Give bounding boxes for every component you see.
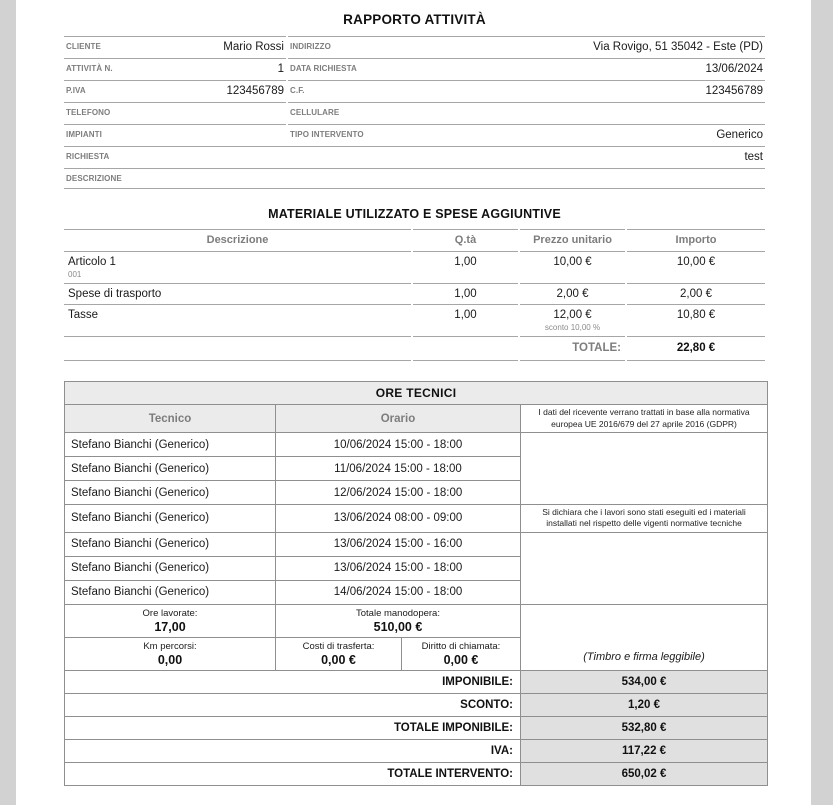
attivita-n-value: 1 xyxy=(277,63,284,75)
ore-lavorate-label: Ore lavorate: xyxy=(142,607,198,619)
cellulare-label: CELLULARE xyxy=(290,108,340,117)
tipo-intervento-value: Generico xyxy=(716,129,763,141)
material-row xyxy=(64,304,765,336)
col-header-prezzo-unitario: Prezzo unitario xyxy=(520,229,625,251)
richiesta-value: test xyxy=(744,151,763,163)
technician-schedule: 14/06/2024 15:00 - 18:00 xyxy=(276,580,521,604)
technician-name: Stefano Bianchi (Generico) xyxy=(65,532,276,556)
col-header-descrizione: Descrizione xyxy=(64,229,411,251)
impianti-label: IMPIANTI xyxy=(66,130,102,139)
indirizzo-label: INDIRIZZO xyxy=(290,42,331,51)
technician-name: Stefano Bianchi (Generico) xyxy=(65,481,276,505)
technician-row xyxy=(65,433,768,457)
cf-value: 123456789 xyxy=(705,85,763,97)
technician-schedule: 10/06/2024 15:00 - 18:00 xyxy=(276,433,521,457)
material-qty: 1,00 xyxy=(413,251,518,283)
material-unit-price: 12,00 € xyxy=(553,309,592,321)
indirizzo-value: Via Rovigo, 51 35042 - Este (PD) xyxy=(593,41,763,53)
col-header-importo: Importo xyxy=(627,229,765,251)
gdpr-note: I dati del ricevente verrano trattati in base alla normativa europea UE 2016/679 del 27 aprile 2016 (GDPR) xyxy=(521,405,768,433)
material-amount: 2,00 € xyxy=(627,283,765,304)
material-description: Articolo 1 xyxy=(68,256,116,268)
cliente-value: Mario Rossi xyxy=(223,41,284,53)
technician-name: Stefano Bianchi (Generico) xyxy=(65,505,276,533)
cf-label: C.F. xyxy=(290,86,305,95)
materials-total-label: TOTALE: xyxy=(520,336,625,361)
info-row-piva xyxy=(64,80,765,102)
iva-label: IVA: xyxy=(65,739,521,762)
totale-intervento-value: 650,02 € xyxy=(521,762,768,785)
summary-row-1 xyxy=(65,604,768,637)
material-row xyxy=(64,283,765,304)
richiesta-label: RICHIESTA xyxy=(66,152,110,161)
info-row-impianti xyxy=(64,124,765,146)
material-amount: 10,00 € xyxy=(627,251,765,283)
costi-trasferta-value: 0,00 € xyxy=(321,652,356,667)
technicians-title: ORE TECNICI xyxy=(65,382,768,405)
info-row-descrizione xyxy=(64,168,765,189)
empty-cell xyxy=(521,532,768,604)
technicians-table xyxy=(64,381,768,786)
iva-value: 117,22 € xyxy=(521,739,768,762)
total-row-sconto xyxy=(65,693,768,716)
material-amount: 10,80 € xyxy=(627,304,765,336)
material-code: 001 xyxy=(68,270,82,279)
sconto-label: SCONTO: xyxy=(65,693,521,716)
piva-label: P.IVA xyxy=(66,86,86,95)
imponibile-label: IMPONIBILE: xyxy=(65,670,521,693)
signature-note: (Timbro e firma leggibile) xyxy=(521,604,768,670)
material-row xyxy=(64,251,765,283)
materials-title: MATERIALE UTILIZZATO E SPESE AGGIUNTIVE xyxy=(268,207,561,221)
material-discount-note: sconto 10,00 % xyxy=(544,323,601,332)
ore-lavorate-value: 17,00 xyxy=(154,619,186,634)
tipo-intervento-label: TIPO INTERVENTO xyxy=(290,130,364,139)
material-description: Tasse xyxy=(64,304,411,336)
technician-name: Stefano Bianchi (Generico) xyxy=(65,556,276,580)
material-qty: 1,00 xyxy=(413,304,518,336)
totale-manodopera-label: Totale manodopera: xyxy=(356,607,440,619)
km-percorsi-label: Km percorsi: xyxy=(143,640,197,652)
technician-row xyxy=(65,505,768,533)
totale-intervento-label: TOTALE INTERVENTO: xyxy=(65,762,521,785)
material-description: Spese di trasporto xyxy=(64,283,411,304)
telefono-label: TELEFONO xyxy=(66,108,111,117)
cliente-label: CLIENTE xyxy=(66,42,101,51)
material-qty: 1,00 xyxy=(413,283,518,304)
col-header-qta: Q.tà xyxy=(413,229,518,251)
info-row-richiesta xyxy=(64,146,765,168)
totale-manodopera-value: 510,00 € xyxy=(373,619,423,634)
descrizione-label: DESCRIZIONE xyxy=(66,174,122,183)
report-title: RAPPORTO ATTIVITÀ xyxy=(343,12,486,27)
totale-imponibile-value: 532,80 € xyxy=(521,716,768,739)
materials-total-value: 22,80 € xyxy=(627,336,765,361)
technician-name: Stefano Bianchi (Generico) xyxy=(65,580,276,604)
technician-schedule: 11/06/2024 15:00 - 18:00 xyxy=(276,457,521,481)
total-row-totale-imponibile xyxy=(65,716,768,739)
material-unit-price: 10,00 € xyxy=(520,251,625,283)
empty-cell xyxy=(521,433,768,505)
technician-name: Stefano Bianchi (Generico) xyxy=(65,433,276,457)
technician-name: Stefano Bianchi (Generico) xyxy=(65,457,276,481)
total-row-iva xyxy=(65,739,768,762)
total-row-totale-intervento xyxy=(65,762,768,785)
info-row-attivita xyxy=(64,58,765,80)
materials-header-row xyxy=(64,229,765,251)
materials-table xyxy=(64,229,765,361)
technician-schedule: 13/06/2024 15:00 - 16:00 xyxy=(276,532,521,556)
col-header-orario: Orario xyxy=(276,405,521,433)
report-page xyxy=(16,0,811,805)
diritto-chiamata-label: Diritto di chiamata: xyxy=(421,640,501,652)
material-unit-price: 2,00 € xyxy=(520,283,625,304)
costi-trasferta-label: Costi di trasferta: xyxy=(302,640,375,652)
info-row-telefono xyxy=(64,102,765,124)
km-percorsi-value: 0,00 xyxy=(157,652,183,667)
imponibile-value: 534,00 € xyxy=(521,670,768,693)
technician-schedule: 13/06/2024 15:00 - 18:00 xyxy=(276,556,521,580)
data-richiesta-label: DATA RICHIESTA xyxy=(290,64,357,73)
technician-schedule: 12/06/2024 15:00 - 18:00 xyxy=(276,481,521,505)
info-row-cliente xyxy=(64,36,765,58)
diritto-chiamata-value: 0,00 € xyxy=(443,652,479,667)
sconto-value: 1,20 € xyxy=(521,693,768,716)
technician-row xyxy=(65,532,768,556)
declaration-note: Si dichiara che i lavori sono stati eseguiti ed i materiali installati nel rispetto delle vigenti normative tecniche xyxy=(521,505,768,533)
col-header-tecnico: Tecnico xyxy=(65,405,276,433)
piva-value: 123456789 xyxy=(226,85,284,97)
client-info-table xyxy=(64,36,765,189)
technician-schedule: 13/06/2024 08:00 - 09:00 xyxy=(276,505,521,533)
attivita-n-label: ATTIVITÀ N. xyxy=(66,64,113,73)
total-row-imponibile xyxy=(65,670,768,693)
materials-total-row xyxy=(64,336,765,361)
data-richiesta-value: 13/06/2024 xyxy=(705,63,763,75)
totale-imponibile-label: TOTALE IMPONIBILE: xyxy=(65,716,521,739)
